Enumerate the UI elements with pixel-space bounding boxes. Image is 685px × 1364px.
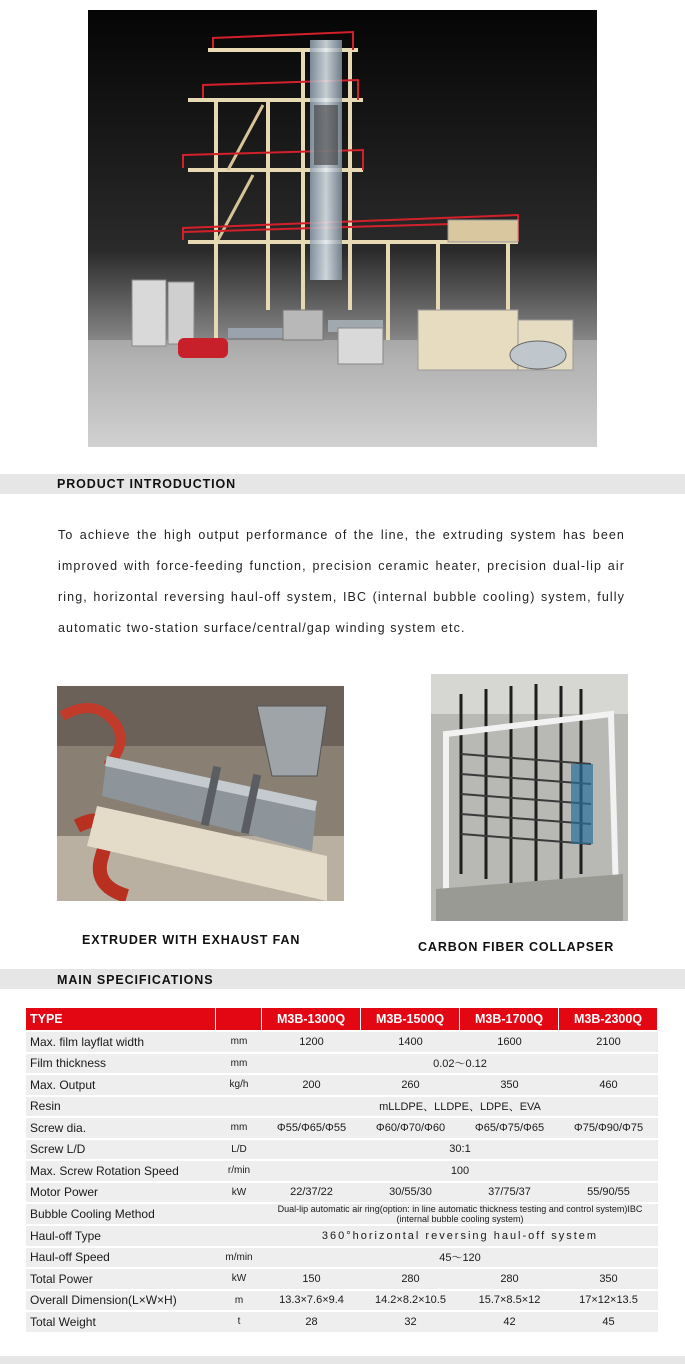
spec-value: 30/55/30 [361, 1183, 460, 1203]
spec-unit: mm [216, 1118, 262, 1138]
spec-value: 150 [262, 1269, 361, 1289]
section-title-product-introduction: PRODUCT INTRODUCTION [57, 477, 237, 491]
spec-unit [216, 1097, 262, 1117]
spec-header-model: M3B-1700Q [460, 1008, 559, 1030]
spec-label: Film thickness [26, 1054, 216, 1074]
spec-unit: mm [216, 1054, 262, 1074]
intro-paragraph: To achieve the high output performance of the line, the extruding system has been improved with force-feeding function, precision ceramic heater, precision dual-lip air ring, horizontal reversing haul-off system, IBC (internal bubble cooling) system, fully automatic two-station surface/central/gap winding system etc. [58, 528, 625, 635]
spec-value: 1200 [262, 1032, 361, 1052]
spec-label: Max. film layflat width [26, 1032, 216, 1052]
extruder-photo [57, 686, 344, 901]
product-photo-blown-film-line [88, 10, 597, 447]
spec-label: Max. Screw Rotation Speed [26, 1161, 216, 1181]
spec-value: 15.7×8.5×12 [460, 1291, 559, 1311]
table-row [26, 1161, 658, 1181]
spec-value: 100 [262, 1161, 658, 1181]
spec-label: Screw dia. [26, 1118, 216, 1138]
spec-unit: L/D [216, 1140, 262, 1160]
spec-value: 55/90/55 [559, 1183, 658, 1203]
spec-value: 350 [460, 1075, 559, 1095]
spec-label: Max. Output [26, 1075, 216, 1095]
table-row [26, 1226, 658, 1246]
spec-label: Overall Dimension(L×W×H) [26, 1291, 216, 1311]
spec-label: Bubble Cooling Method [26, 1204, 216, 1224]
table-row [26, 1075, 658, 1095]
spec-header-unit [216, 1008, 262, 1030]
spec-value: 42 [460, 1312, 559, 1332]
spec-value: 32 [361, 1312, 460, 1332]
spec-value: 13.3×7.6×9.4 [262, 1291, 361, 1311]
section-title-main-specifications: MAIN SPECIFICATIONS [57, 973, 214, 987]
spec-label: Motor Power [26, 1183, 216, 1203]
spec-header-model: M3B-1500Q [361, 1008, 460, 1030]
spec-label: Total Power [26, 1269, 216, 1289]
spec-value: 17×12×13.5 [559, 1291, 658, 1311]
spec-value: 45～120 [262, 1248, 658, 1268]
spec-value: 280 [361, 1269, 460, 1289]
spec-value: Dual-lip automatic air ring(option: in line automatic thickness testing and control system)IBC (internal bubble cooling system) [262, 1204, 658, 1224]
bottom-band [0, 1356, 685, 1364]
caption-collapser: CARBON FIBER COLLAPSER [418, 940, 615, 954]
spec-value: 14.2×8.2×10.5 [361, 1291, 460, 1311]
spec-unit: t [216, 1312, 262, 1332]
specifications-table [26, 1006, 658, 1334]
spec-value: mLLDPE、LLDPE、LDPE、EVA [262, 1097, 658, 1117]
spec-value: 45 [559, 1312, 658, 1332]
table-row [26, 1312, 658, 1332]
spec-header-type: TYPE [26, 1008, 216, 1030]
spec-label: Screw L/D [26, 1140, 216, 1160]
table-row [26, 1118, 658, 1138]
spec-value: Φ60/Φ70/Φ60 [361, 1118, 460, 1138]
spec-unit: r/min [216, 1161, 262, 1181]
spec-value: 350 [559, 1269, 658, 1289]
spec-unit [216, 1204, 262, 1224]
spec-label: Haul-off Speed [26, 1248, 216, 1268]
spec-value: 2100 [559, 1032, 658, 1052]
spec-header-model: M3B-2300Q [559, 1008, 658, 1030]
spec-value: 1400 [361, 1032, 460, 1052]
spec-value: 0.02～0.12 [262, 1054, 658, 1074]
table-row [26, 1054, 658, 1074]
spec-value: Φ75/Φ90/Φ75 [559, 1118, 658, 1138]
spec-unit: m/min [216, 1248, 262, 1268]
spec-unit [216, 1226, 262, 1246]
spec-label: Resin [26, 1097, 216, 1117]
table-row [26, 1032, 658, 1052]
spec-header-model: M3B-1300Q [262, 1008, 361, 1030]
spec-value: 200 [262, 1075, 361, 1095]
table-row [26, 1183, 658, 1203]
spec-unit: kW [216, 1269, 262, 1289]
table-row [26, 1269, 658, 1289]
spec-value: 28 [262, 1312, 361, 1332]
caption-extruder: EXTRUDER WITH EXHAUST FAN [82, 933, 301, 947]
spec-unit: m [216, 1291, 262, 1311]
spec-value: 37/75/37 [460, 1183, 559, 1203]
spec-value: Φ65/Φ75/Φ65 [460, 1118, 559, 1138]
spec-header-row [26, 1008, 658, 1030]
table-row [26, 1291, 658, 1311]
spec-value: 22/37/22 [262, 1183, 361, 1203]
table-row [26, 1204, 658, 1224]
spec-value: Φ55/Φ65/Φ55 [262, 1118, 361, 1138]
spec-value: 30:1 [262, 1140, 658, 1160]
spec-value: 360°horizontal reversing haul-off system [262, 1226, 658, 1246]
spec-unit: kg/h [216, 1075, 262, 1095]
spec-value: 1600 [460, 1032, 559, 1052]
spec-label: Haul-off Type [26, 1226, 216, 1246]
table-row [26, 1140, 658, 1160]
spec-value: 460 [559, 1075, 658, 1095]
spec-unit: kW [216, 1183, 262, 1203]
spec-unit: mm [216, 1032, 262, 1052]
spec-label: Total Weight [26, 1312, 216, 1332]
table-row [26, 1248, 658, 1268]
spec-value: 280 [460, 1269, 559, 1289]
spec-value: 260 [361, 1075, 460, 1095]
collapser-photo [431, 674, 628, 921]
table-row [26, 1097, 658, 1117]
